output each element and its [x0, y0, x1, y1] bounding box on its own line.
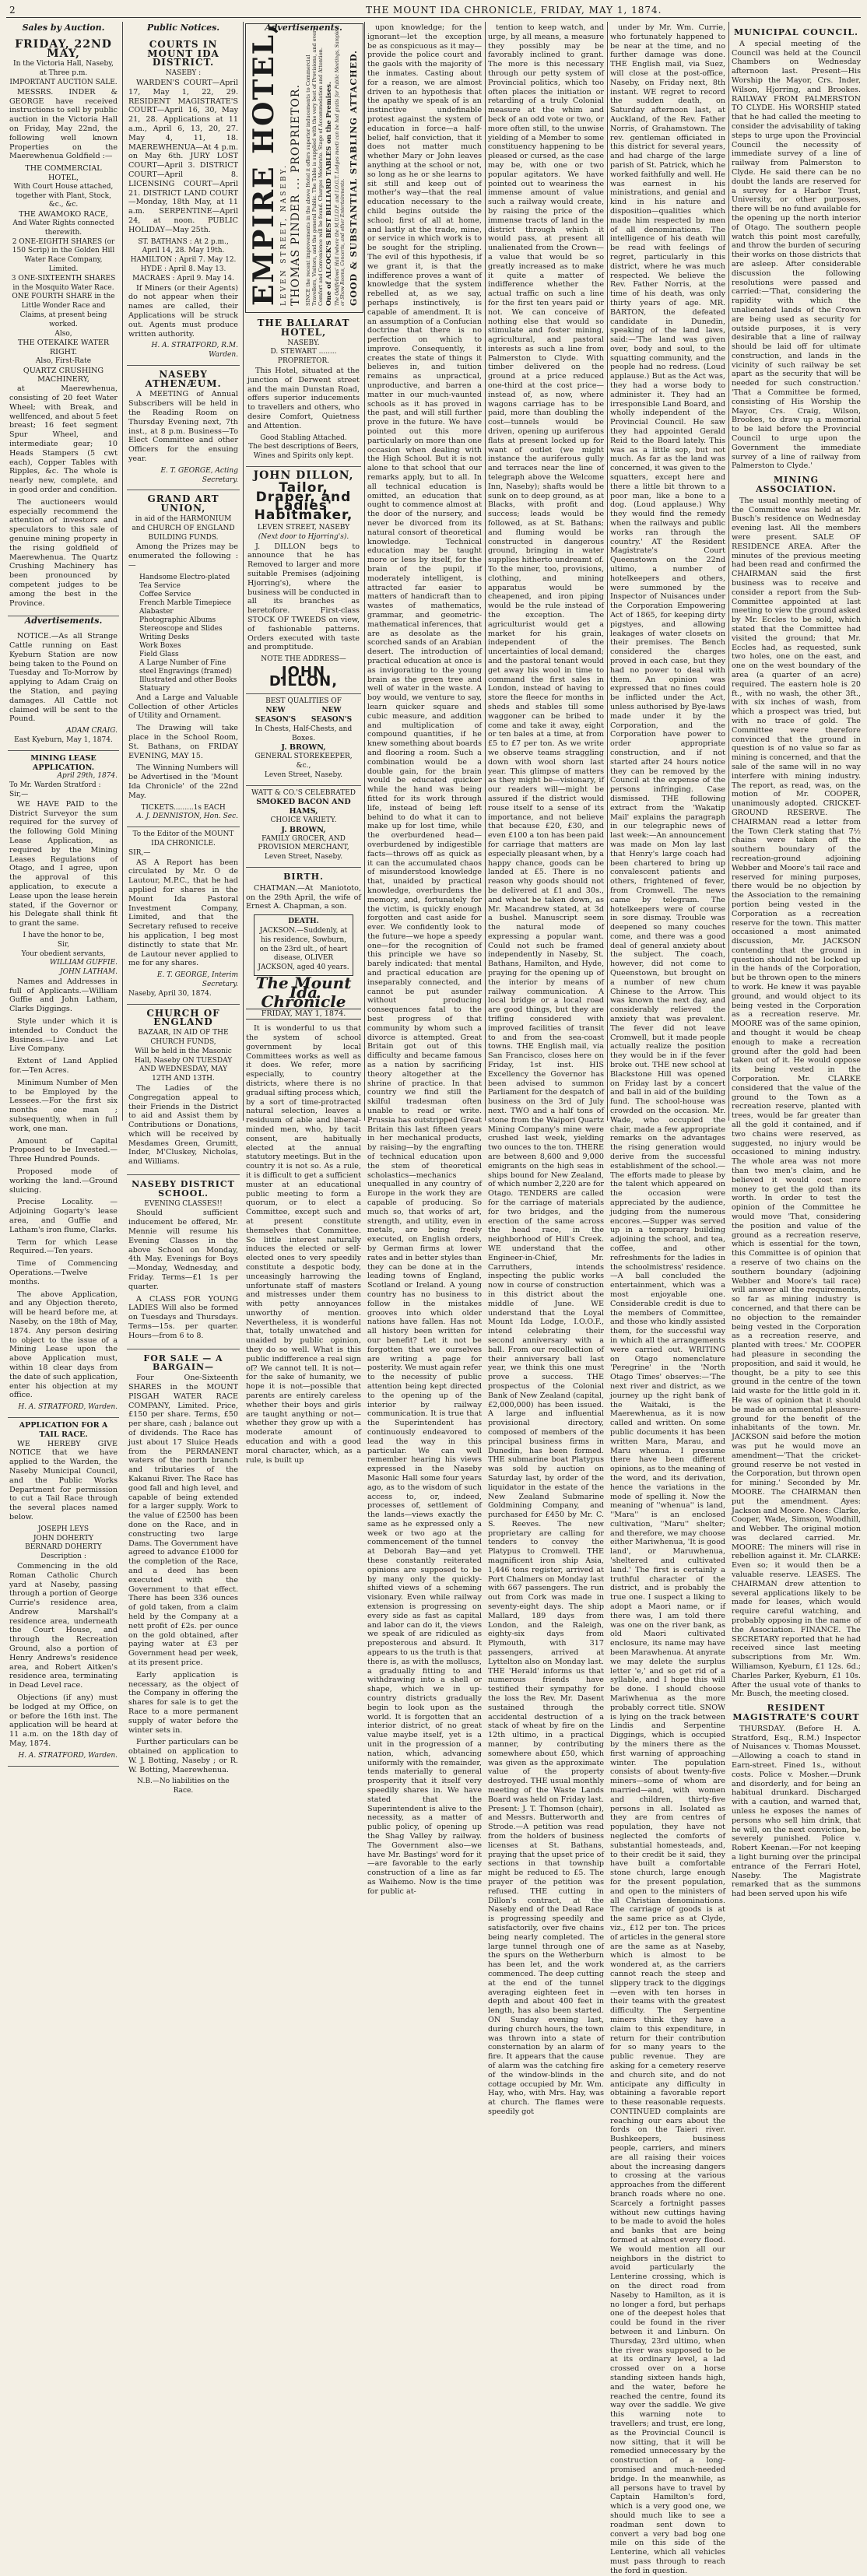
art-union-title: GRAND ART UNION, — [147, 493, 219, 514]
mining-lease-ad — [8, 751, 119, 1418]
column-auctions — [8, 23, 119, 1760]
auction-item: THE OTEKAIKE WATER RIGHT. — [17, 339, 110, 357]
mining-lease-detail: Time of Commencing Operations.—Twelve months. — [9, 1259, 118, 1286]
section-heading: Sales by Auction. — [22, 23, 105, 33]
court-heading: RESIDENT MAGISTRATE'S COURT — [732, 1703, 860, 1723]
dillon-note: NOTE THE ADDRESS— — [261, 655, 346, 664]
empire-hotel-street: LEVEN STREET, NASEBY. — [280, 163, 288, 306]
watt-trade: FAMILY GROCER, AND PROVISION MERCHANT, Leven Street, Naseby. — [258, 834, 349, 862]
auction-item-detail: at Maerewhenua, consisting of 20 feet Water Wheel; with Break, and wellfenced, and about 5 feet breast; 16 feet segment Spur Wheel, and intermediate gear; 10 Heads Stampers (5 cwt each), Copper Tables with Ripples, &c. The whole is nearly new, complete, and in good order and condition. — [9, 384, 118, 495]
auction-item-detail: With Court House attached, together with Plant, Stock, &c., &c. — [13, 182, 114, 209]
art-union-more: And a Large and Valuable Collection of other Articles of Utility and Ornament. — [128, 693, 238, 721]
prize-item: Stereoscope and Slides — [139, 624, 223, 633]
watt-subtitle: SMOKED BACON AND HAMS, — [256, 798, 351, 816]
tail-race-applicant: JOSEPH LEYS — [37, 1525, 90, 1533]
school-ladies: A CLASS FOR YOUNG LADIES Will also be formed on Tuesdays and Thursdays. Terms—15s. per quarter. Hours—from 6 to 8. — [128, 1294, 238, 1340]
birth-notice: CHATMAN.—At Maniototo, on the 29th April, the wife of Ernest A. Chapman, a son. — [246, 883, 361, 911]
prize-list — [128, 574, 238, 693]
prize-item: Handsome Electro-plated Tea Service — [139, 573, 230, 590]
page-number: 2 — [9, 5, 16, 16]
art-union-subtitle: in aid of the HARMONIUM and CHURCH OF ENGLAND BUILDING FUNDS. — [132, 515, 235, 542]
brown-trade: GENERAL STOREKEEPER, &c., — [254, 753, 353, 770]
prize-item: Photographic Albums — [139, 616, 216, 624]
art-union-note: The Winning Numbers will be Advertised in the 'Mount Ida Chronicle' of the 22nd May. — [128, 763, 238, 800]
dillon-name: JOHN DILLON, — [253, 469, 354, 482]
bazaar-when: Will be held in the Masonic Hall, Naseby ON TUESDAY AND WEDNESDAY, MAY 12TH AND 13TH. — [134, 1047, 233, 1083]
bazaar-body: The Ladies of the Congregation appeal to their Friends in the District to aid and Assist them by Contributions or Donations, which will be received by Mesdames Green, Grumitt, Inder, M'Cluskey, Nicholas, and Williams. — [128, 1083, 238, 1167]
school-body: Should sufficient inducement be offered, Mr. Mennie will resume his Evening Classes in the above School on Monday, 4th May. Evenings for Boys—Monday, Wednesday, and Friday. Terms—£1 1s per quarter. — [128, 1209, 238, 1291]
mining-lease-to: To Mr. Warden Stratford : — [9, 781, 101, 790]
prize-item: Work Boxes — [139, 641, 181, 650]
teas-season-row — [247, 707, 360, 725]
brown-teas-ad — [246, 694, 361, 785]
letter-salutation: SIR,— — [128, 848, 151, 857]
tail-race-applicant: BERNARD DOHERTY — [25, 1543, 102, 1552]
watt-title: WATT & CO.'S CELEBRATED — [251, 788, 356, 797]
prize-item: Writing Desks — [139, 633, 190, 641]
ballarat-hotel-ad — [246, 314, 361, 467]
tail-race-warden: H. A. STRATFORD, Warden. — [18, 1751, 118, 1760]
auction-notice: IMPORTANT AUCTION SALE. — [9, 78, 118, 86]
mining-lease-title: MINING LEASE APPLICATION. — [30, 753, 97, 772]
death-notice-box — [254, 914, 353, 976]
auction-place: In the Victoria Hall, Naseby, at Three p.m. — [13, 60, 114, 78]
column-council-reports — [732, 23, 861, 1899]
letter-to-editor — [127, 827, 240, 1004]
prize-item: French Marble Timepiece — [139, 598, 232, 607]
mining-lease-detail: Proposed mode of working the land.—Ground sluicing. — [9, 1167, 118, 1195]
athenaeum-title: NASEBY ATHENÆUM. — [145, 368, 222, 389]
tail-race-description: Commencing in the old Roman Catholic Church yard at Naseby, passing through a portion of George Currie's residence area, Andrew Marshall's residence area, underneath the Court House, and through the Recreation Ground, also a portion of Henry Andrews's residence area, and Robert Aitken's residence area, terminating in Dead Level race. — [9, 1561, 118, 1690]
column-rule — [728, 22, 729, 1121]
art-union-body: Among the Prizes may be enumerated the following :— — [128, 542, 238, 570]
council-heading: MUNICIPAL COUNCIL. — [734, 27, 858, 37]
column-rule — [243, 22, 244, 1121]
section-heading: Advertisements. — [265, 23, 342, 33]
auction-item: 2 ONE-EIGHTH SHARES (or 150 Scrip) in the Golden Hill Water Race Company, Limited. — [12, 237, 115, 273]
newspaper-title: THE MOUNT IDA CHRONICLE, FRIDAY, MAY 1, 1874. — [366, 5, 662, 16]
ballarat-proprietor: D. STEWART ........ PROPRIETOR. — [270, 348, 337, 366]
sale-further: Further particulars can be obtained on application to W. J. Botting, Naseby ; or R. W. Botting, Maerewhenua. — [128, 1738, 238, 1774]
brown-street: Leven Street, Naseby. — [264, 770, 343, 779]
school-title: NASEBY DISTRICT SCHOOL. — [132, 1179, 235, 1199]
mining-lease-salutation: Sir,— — [9, 790, 29, 798]
top-rule — [6, 17, 861, 18]
athenaeum-body: A MEETING of Annual Subscribers will be held in the Reading Room on Thursday Evening next, 7th inst., at 8 p.m. Business—To Elect Committee and other Officers for the ensuing year. — [128, 390, 238, 464]
dillon-body: J. DILLON begs to announce that he has Removed to larger and more suitable Premises (adjoining Hjorring's), where the business will be conducted in all its branches as heretofore. First-class STOCK OF TWEEDS on view, of fashionable patterns. Orders executed with taste and promptitude. — [247, 542, 360, 652]
courts-st-bathans: ST. BATHANS : At 2 p.m., April 14, 28. May 19th. — [138, 237, 229, 255]
courts-hamilton: HAMILTON : April 7. May 12. — [130, 256, 237, 265]
cattle-signature: ADAM CRAIG. — [66, 727, 118, 735]
mining-association-report: The usual monthly meeting of the Committee was held at Mr. Busch's residence on Wednesday evening last. All the members were present. SALE OF RESIDENCE AREA. After the minutes of the previous meeting had been read and confirmed the CHAIRMAN said the first business was to receive and consider a report from the Sub-Committee appointed at last meeting to view the ground asked by Mr. Eccles to be sold, which stated that the Committee had visited the ground; that Mr. Eccles had, as requested, sunk two holes, one on the east, and one on the west boundary of the area (a quarter of an acre) required. The eastern hole is 20 ft., with no wash, the other 3ft., with six inches of wash, from which a prospect was tried, but with no trace of gold. The Committee were therefore convinced that the ground in question is of no value so far as mining is concerned, and that the sale of the same will in no way interfere with mining industry. The report, as read, was, on the motion of Mr. COOPER, unanimously adopted. CRICKET-GROUND RESERVE. The CHAIRMAN read a letter from the Town Clerk stating that 7½ chains were taken off the southern boundary of the recreation-ground adjoining Webber and Moore's tail race and reserved for mining purposes, there would be no objection by the Association to the remaining portion being vested in the Corporation as a recreation reserve for the town. This matter occasioned a most animated discussion, Mr. JACKSON contending that the ground in question should not be locked up in the hands of the Corporation, but be thrown open to the miners to work. He knew it was payable ground, and would object to its being vested in the Corporation as a recreation reserve. Mr. MOORE was of the same opinion, and thought it would be cheap enough to make a recreation ground after the gold had been taken out of it. He would oppose its being vested in the Corporation. Mr. CLARKE considered that the value of the ground to the Town as a recreation reserve, planted with trees, would be far greater than all the gold it contained, and if two chains were reserved, as suggested, no injury would be occasioned to mining industry. The whole area was not more than two men's claim, and he believed it would cost more money to get the gold than its worth. In order to test the opinion of the Committee he would move 'That, considering the position and value of the ground as a recreation reserve, which is essential for the town, this Committee is of opinion that a reserve of two chains on the southern boundary (adjoining Webber and Moore's tail race) will answer all the requirements, so far as mining industry is concerned, and that there can be no objection to the remainder being vested in the Corporation as a recreation reserve, and planted with trees.' Mr. COOPER had pleasure in seconding the proposition, and said it would, he thought, be a pity to see this ground in the centre of the town laid waste for the little gold in it. He was of opinion that it should be made an ornamental pleasure-ground for the benefit of the inhabitants of the town. Mr. JACKSON said before the motion was put he would move an amendment—'That the cricket-ground reserve be not vested in the Corporation, but thrown open for mining.' Seconded by Mr. MOORE. The CHAIRMAN then put the amendment. Ayes: Jackson and Moore. Noes: Clarke, Cooper, Wade, Simson, Woodhill, and Webber. The original motion was declared carried. Mr. MOORE: The miners will rise in rebellion against it. Mr. CLARKE: Even so; it would then be a valuable reserve. LEASES. The CHAIRMAN drew attention to several applications likely to be made for leases, which would require careful watching, and probably opposing in the name of the Association. FINANCE. The SECRETARY reported that he had received since last meeting subscriptions from Mr. Wm. Williamson, Kyeburn, £1 12s. 6d.; Charles Parker, Kyeburn, £1 10s. After the usual vote of thanks to Mr. Busch, the meeting closed. — [732, 496, 861, 1699]
editorial-continued-text: upon knowledge; for the ignorant—let the exception be as conspicuous as it may—provide the police court and the gaols with the majority of the inmates. Casting about for a reason, we are almost driven to an hypothesis that the apathy we speak of is an instinctive undefinable protest against the system of education in force—a half-belief, half conviction, that it does not matter much whether Mary or John leaves anything at the school or not, so long as he or she learns to sit still and keep out of mother's way—that the real education necessary to the child begins outside the school; first of all at home, and lastly at the trade, mine, or service in which work is to be sought for the stripling. The evil of this hypothesis, if we grant it, is that the indifference proves a want of knowledge that the system rebelled at, as we say, perhaps instinctively, is capable of amendment. It is an assumption of a Confucian doctrine that there is no perfection on which to improve. Consequently, it creates the state of things it believes in, and tuition remains as unpractical, unproductive, and barren a matter in our much-vaunted schools as it has proved in the past, and will still further prove in the future. We have pointed out this more particularly on more than one occasion when dealing with the High School. But it is not alone to that school that our remarks apply, but to all. In all technical education is omitted, an education that ought to commence almost at the door of the nursery, and never be divorced from its natural consort of theoretical knowledge. Technical education may be taught more or less by itself, for the brain of the pupil, if moderately intelligent, is attracted far easier to matters of handicraft than to wastes of mathematics, grammar, and geometric-mathematical inferences, that are as desolate as the scorched sands of an Arabian desert. The introduction of practical education at once is as invigorating to the young brain as the green tree and well of water in the waste. A boy would, we venture to say, learn quicker square and cubic measure, and addition and multiplication of compound quantities, if he knew something about boards and flooring a room. Such a combination would be a double gain, for the brain would be educated quicker while the hand was being fitted for its work through life, instead of being left behind to do what it can to make up for lost time, while the overburdened head—overburdened by indigestible facts—throws off as quick as it can the accumulated chaos of misunderstood knowledge that, unaided by practical knowledge, overburdens the memory, and, fortunately for the victim, is quickly enough forgotten and cast aside for ever. We confidently look to the future—we hope a speedy one—for the recognition of this principle we have so barely indicated: that mental and practical education are inseparably connected, and cannot be put asunder without producing consequences fatal to the best progress of that community by whom such a divorce is attempted. Great Britain got out of this difficulty and became famous as a nation by sacrificing theory altogether at the shrine of practice. In that country we find still the skilful tradesman often unable to read or write. Prussia has outstripped Great Britain this last fifteen years in her mechanical products, by raising—by the engrafting of technical education upon the stem of theoretical scholastics—mechanics unequalled in any country of Europe in the work they are capable of producing. So much so, that works of art, strength, and utility, even in metals, are being freely executed, on English orders, by German firms at lower rates and in better styles than they can be done at in the leading towns of England, Scotland or Ireland. A young country has no business to follow in the mistakes grooves into which older nations have fallen. Has not all history been written for our benefit? Let it not be forgotten that we ourselves are writing a page for posterity. We must again refer to the necessity of public attention being kept directed to the opening up of the interior by railway communication. It is true that the Superintendent has continuously endeavored to lead the way in this particular. We can well remember hearing his views expressed in the Naseby Masonic Hall some four years ago, as to the wisdom of such access to, or, indeed, processes of, settlement of the lands—views exactly the same as he expressed only a week or two ago at the commencement of the tunnel at Deborah Bay—and yet these constantly reiterated opinions are supposed to be by many only the quickly-shifted views of a scheming visionary. Even while railway extension is progressing on every side as fast as capital and labor can do it, the views we speak of are ridiculed as preposterous and absurd. It appears to us the truth is that there is, as with the molluscs, a gradually fitting to and withdrawing into a shell or shape, which we in up-country districts gradually begin to look upon as the world. It is forgotten that an interior district, of no great value maybe itself, yet is a unit in the progression of a nation, which, advancing uniformly with the remainder, tends materially to general prosperity that it itself very speedily shares in. We have stated that the Superintendent is alive to the necessity, as a matter of public policy, of opening up the Shag Valley by railway. The Government also—we have Mr. Bastings' word for it—are favorable to the early construction of a line as far as Waihemo. Now is the time for public at- — [367, 23, 482, 1896]
empire-hotel-description: SINCE the recent improvements in the above Hotel it offers superior inducements to Commercial Travellers, Visitors, and the general Public. The Table is supplied with the very best of Provisions, and every Comfort and Convenience will be found. Charges Moderate. Stage of Accommodation and Attention. — [305, 27, 324, 306]
prize-item: Coffee Service — [139, 590, 191, 598]
athenaeum-signature: E. T. GEORGE, Acting Secretary. — [160, 466, 238, 484]
prize-item: Illustrated and other Books — [139, 676, 237, 684]
column-public-notices — [127, 23, 240, 1795]
mining-lease-closing: Your obedient servants, — [21, 949, 106, 958]
dillon-street: LEVEN STREET, NASEBY — [257, 523, 350, 532]
dateline: FRIDAY, MAY 1, 1874. — [246, 1009, 361, 1020]
sale-early: Early application is necessary, as the object of the Company in offering the shares for sale is to get the Race to a more permanent supply of water before the winter sets in. — [128, 1670, 238, 1735]
mining-lease-detail: Names and Addresses in full of Applicants.—William Guffie and John Latham, Clarks Diggings. — [9, 977, 118, 1014]
auction-also: Also, First-Rate — [35, 356, 92, 365]
courts-title: COURTS IN MOUNT IDA DISTRICT. — [147, 38, 219, 68]
section-heading: Public Notices. — [146, 23, 220, 33]
mining-lease-detail: Style under which it is intended to Conduct the Business.—Live and Let Live Company. — [9, 1017, 118, 1054]
auction-item: THE AWAMOKO RACE, — [19, 210, 108, 219]
auction-also: Also, — [54, 329, 72, 338]
bazaar-subtitle: BAZAAR, IN AID OF THE CHURCH FUNDS, — [138, 1029, 229, 1046]
ballarat-town: NASEBY. — [287, 339, 320, 347]
mining-lease-detail: Precise Locality. — Adjoining Gogarty's lease area, and Guffie and Latham's iron flume, Clarks. — [9, 1198, 118, 1234]
auction-body: MESSRS. INDER & GEORGE have received instructions to sell by public auction in the Victoria Hall on Friday, May 22nd, the following well known Properties on the Maerewhenua Goldfield :— — [9, 87, 118, 161]
court-report: THURSDAY. (Before H. A. Stratford, Esq., R.M.) Inspector of Nuisances v. Thomas Mousset.—Allowing a coach to stand in Earn-street. Fined 1s., without costs. Police v. Mosher.—Drunk and disorderly, and for being an habitual drunkard. Discharged with a caution, and warned that, unless he exposes the names of persons who sell him drink, that he will, on the next conviction, be severely punished. Police v. Robert Keenan.—For not keeping a light burning over the principal entrance of the Ferrari Hotel, Naseby. The Magistrate remarked that as the summons had been served upon his wife — [732, 1724, 861, 1899]
tail-race-title: APPLICATION FOR A TAIL RACE. — [19, 1420, 108, 1439]
sale-nb: N.B.—No liabilities on the Race. — [137, 1778, 230, 1795]
dillon-next-door: (Next door to Hjorring's). — [258, 532, 349, 541]
empire-hotel-title: EMPIRE HOTEL, — [247, 22, 280, 306]
teas-best-qualities: BEST QUALITIES OF — [265, 697, 342, 706]
courts-notice — [127, 36, 240, 366]
section-heading: Advertisements. — [24, 616, 103, 626]
teas-chests: In Chests, Half-Chests, and Boxes. — [254, 725, 353, 742]
school-ad — [127, 1175, 240, 1349]
letter-date: Naseby, April 30, 1874. — [128, 989, 212, 998]
courts-note: If Miners (or their Agents) do not appear when their names are called, their Applications will be struck out. Agents must produce written authority. — [128, 283, 238, 339]
auction-item: ONE FOURTH SHARE in the Little Wonder Race and Claims, at present being worked. — [12, 293, 115, 328]
art-union-tickets: TICKETS.........1s EACH — [141, 803, 226, 812]
courts-macraes: MACRAES : April 9. May 14. — [132, 274, 234, 283]
empire-hotel-stabling: GOOD & SUBSTANTIAL STABLING ATTACHED. — [349, 50, 359, 306]
courts-hyde: HYDE : April 8. May 13. — [140, 265, 226, 273]
column-advertisements-lower — [246, 314, 361, 1465]
auction-item: QUARTZ CRUSHING MACHINERY, — [23, 366, 104, 384]
tail-race-description-heading: Description : — [40, 1553, 86, 1561]
school-subtitle: EVENING CLASSES!! — [144, 1199, 223, 1208]
letter-body: AS A Report has been circulated by Mr. O de Lautour, M.P.C., that he had applied for shares in the Mount Ida Pastoral Investment Company, Limited, and that the Secretary refused to receive his application, I beg most distinctly to state that Mr. de Lautour never applied to me for any shares. — [128, 858, 238, 968]
cattle-body: NOTICE.—As all Strange Cattle running on East Kyeburn Station are now being taken to the Pound on Tuesday and To-Morrow by applying to Adam Craig on the Station, and paying damages. All Cattle not claimed will be sent to the Pound. — [9, 632, 118, 724]
mining-lease-hearing: The above Application, and any Objection thereto, will be heard before me, at Naseby, on the 18th of May, 1874. Any person desiring to object to the issue of a Mining Lease upon the above Application must, within 18 clear days from the date of such application, enter his objection at my office. — [9, 1290, 118, 1400]
mining-lease-detail: Extent of Land Applied for.—Ten Acres. — [9, 1057, 118, 1076]
art-union-ad — [127, 490, 240, 827]
prize-item: Statuary — [139, 684, 170, 693]
ballarat-title: THE BALLARAT HOTEL, — [257, 318, 350, 338]
mining-lease-applicant: JOHN LATHAM. — [60, 968, 118, 977]
bazaar-ad — [127, 1005, 240, 1176]
auction-close: The auctioneers would especially recommend the attention of investors and speculators to this sale of genuine mining property in the rising goldfield of Maerewhenua. The Quartz Crushing Machinery has been pronounced by competent judges to be among the best in the Province. — [9, 497, 118, 608]
ballarat-beer: The best descriptions of Beers, Wines and Spirits only kept. — [248, 443, 359, 461]
empire-hotel-proprietor: THOMAS PINDER ... PROPRIETOR. — [290, 84, 302, 306]
empire-hotel-billiard: One of ALCOCK'S BEST BILLIARD TABLES on the Premises. — [325, 82, 333, 306]
watt-name: J. BROWN, — [281, 825, 326, 834]
mining-lease-detail: Amount of Capital Proposed to be Invested.—Three Hundred Pounds. — [9, 1136, 118, 1164]
auction-date: FRIDAY, 22ND MAY, — [15, 37, 112, 60]
art-union-signature: A. J. DENNISTON, Hon. Sec. — [136, 812, 238, 821]
courts-naseby: NASEBY : — [165, 69, 202, 78]
bazaar-title: CHURCH OF ENGLAND — [146, 1007, 220, 1028]
mining-lease-detail: Term for which Lease Required.—Ten years. — [9, 1237, 118, 1256]
council-report: A special meeting of the Council was held at the Council Chambers on Wednesday afternoon last. Present—His Worship the Mayor, Crs. Inder, Wilson, Hjorring, and Brookes. RAILWAY FROM PALMERSTON TO CLYDE. His WORSHIP stated that he had called the meeting to consider the advisability of taking steps to urge upon the Provincial Council the necessity of immediate survey of a line of railway from Palmerston to Clyde. He said there can be no doubt the lands are reserved for a survey for a Harbor Trust, University, or other purposes, there will be no fund available for the opening up the north interior of Otago. The southern people watch this point most carefully, and throw the burden of securing their works on those districts that are asleep. After considerable discussion the following resolutions were passed and carried:—'That, considering the rapidity with which the unalienated lands of the Crown are being used as security for outside purposes, it is very desirable that a line of railway should be laid off for ultimate construction, and lands in the vicinity of such railway be set apart as the security that will be needed for such construction.' 'That a Committee be formed, consisting of His Worship the Mayor, Crs. Craig, Wilson, Brookes, to draw up a memorial to be laid before the Provincial Council to urge upon the Government the immediate survey of a line of railway from Palmerston to Clyde.' — [732, 39, 861, 471]
teas-season-right: NEW SEASON'S — [311, 707, 353, 725]
mining-lease-date: April 29th, 1874. — [57, 772, 118, 781]
ballarat-body: This Hotel, situated at the junction of Derwent street and the main Dunstan Road, offers superior inducements to travellers and others, who desire Comfort, Quietness and Attention. — [247, 366, 360, 430]
teas-season-left: NEW SEASON'S — [254, 707, 297, 725]
prize-item: Alabaster — [139, 607, 174, 616]
mining-lease-warden: H. A. STRATFORD, Warden. — [18, 1403, 118, 1412]
prize-item: Field Glass — [139, 650, 179, 658]
mining-lease-detail: Minimum Number of Men to be Employed by the Lessees.—For the first six months one man ; subsequently, when in full work, one man. — [9, 1078, 118, 1133]
editorial-text: It is wonderful to us that the system of school government by local Committees works as well as it does. We refer, more especially, to country districts, where there is no gradual sifting process which, by a sort of time-protracted natural selection, leaves a residuum of able and liberal-minded men, who, by tacit consent, are habitually elected at the annual statutory meetings. But in the country it is not so. As a rule, it is difficult to get a sufficient muster at an educational public meeting to form a quorum, or to elect a Committee, except such and at present constitute themselves that Committee. So little interest naturally induces the elected or self-elected ones to very speedily constitute a despotic body, unceasingly harrowing the unfortunate staff of masters and mistresses under them with petty annoyances unworthy of mention. Nevertheless, it is wonderful that, totally unwatched and unaided by public opinion, they do so well. What is this public indifference a real sign of? We cannot tell. It is not—for the sake of humanity, we hope it is not—possible that parents are entirely careless whether their boys and girls are taught anything or not—whether they grow up with a moderate amount of education and with a good moral character, which, as a rule, is built up — [246, 1024, 361, 1465]
courts-body: WARDEN'S COURT—April 17, May 1, 22, 29. RESIDENT MAGISTRATE'S COURT—April 16, 30, May 21, 28. Applications at 11 a.m., April 6, 13, 20, 27. May 4, 11, 18. MAEREWHENUA—At 4 p.m. on May 6th. JURY LOST COURT—April 3. DISTRICT COURT—April 8. LICENSING COURT—April 21. DISTRICT LAND COURT—Monday, 18th May, at 11 a.m. SERPENTINE—April 24, at noon. PUBLIC HOLIDAY—May 25th. — [128, 78, 238, 234]
column-local-news-continued — [610, 23, 725, 2575]
empire-hotel-hall: The Oddfellows' Hall (where the M.U.I.O.F. and I.O.G.T. Lodges meet) can be had gratis for Public Meetings, Sample or Show Rooms, Concerts, and other Entertainments. — [335, 30, 346, 306]
auction-item: 3 ONE-SIXTEENTH SHARES in the Mosquito Water Race. — [11, 274, 116, 292]
local-news-continued-text: under by Mr. Wm. Currie, who fortunately happened to be near at the time, and no further damage was done. THE English mail, via Suez, will close at the post-office, Naseby, on Friday next, 8th instant. WE regret to record the sudden death, on Saturday afternoon last, at Auckland, of the Rev. Father Norris, of Grahamstown. The rev. gentleman officiated in this district for several years, and had charge of the large parish of St. Patrick, which he worked faithfully and well. He was earnest in his ministrations, and genial and kind in his nature and disposition—qualities which made him respected by men of all denominations. The intelligence of his death will be read with feelings of regret, particularly in this district, where he was much respected. We believe the Rev. Father Norris, at the time of his death, was only thirty years of age. MR. BARTON, the defeated candidate in Dunedin, speaking of the land laws, said:—'The land was given over, body and soul, to the squatting community, and the people had no redress. (Loud applause.) But as the Act was, they had a worse body to administer it. They had an irresponsible Land Board, and wholly independent of the Provincial Council. He saw they had appointed Gerald Reid to the Board lately. This was as a little sop, but not much. As far as the land was concerned, it was given to the squatters, except here and there a little bit thrown to a poor man, like a bone to a dog. (Loud applause.) Why they would find the remedy when the railways and public works ran through the country.' AT the Resident Magistrate's Court Queenstown on the 22nd ultimo, a number of hotelkeepers and others, were summoned by the Inspector of Nuisances under the Corporation Empowering Act of 1865, for keeping dirty pigstyes, and allowing leakages of water closets on their premises. The Bench considered the charges proved in each case, but they had no power to deal with them. An opinion was expressed that no fines could be inflicted under the Act, unless authorised by Bye-laws made under it by the Corporation, and the Corporation have power to order appropriate construction, and if not started after 24 hours notice they can be removed by the Council at the expense of the persons infringing. Case dismissed. THE following extract from the 'Wakatip Mail' explains the paragraph in our telegraphic news of last week:—An announcement was made on Mon lay last that Henry's large coach had been chartered to bring up convalescent patients and others, frightened of fever, from Cromwell. The news came by telegram. The hotelkeepers were of course in sore dismay. Trouble was deepened so many couches come, and there was a good deal of general anxiety about the subject. The coach, however, did not come to Queenstown, but brought on a number of new chum Chinese to the Arrow. This was known the next day, and considerably relieved the anxiety that was prevalent. The fever did not leave Cromwell, but it made people actually realize the position they would be in if the fever broke out. THE new school at Blackstone Hill was opened on Friday last by a concert and ball in aid of the building fund. The school-house was crowded on the occasion. Mr. Wade, who occupied the chair, made a few appropriate remarks on the advantages the rising generation would derive from the successful establishment of the school.—The efforts made to please by the talent which appeared on the occasion were appreciated by the audience, judging from the numerous encores.—Supper was served up in a temporary building adjoining the school, and tea, coffee, and other refreshments for the ladies in the schoolmistress' residence.—A ball concluded the entertainment, which was a most enjoyable one. Considerable credit is due to the members of Committee, and those who kindly assisted them, for the successful way in which all the arrangements were carried out. WRITING on Otago nomenclature 'Peregrine' in the 'North Otago Times' observes:—'The next river and district, as we journey up the right bank of the Waitaki, is the Maerewhenua, as it is now called and written. On some public documents it has been written Mara, Marau, and Maru whenua. I presume there have been different opinions, as to the meaning of the word, and its derivation, hence the variations in the mode of spelling it. Now the meaning of ''whenua'' is land, ''Mara'' is an enclosed cultivation, ''Maru'' shelter; and therefore, we may choose either Mariwhenua, 'It is good land', or Maruwhenua, 'sheltered and cultivated land.' The first is certainly a truthful character of the district, and is probably the true one. I suspect a liking to adopt a Maori name, or if there was, I am told there was one on the river bank, as old Maori cultivated enclosure, its name may have been Marawhenua. At anyrate we may delete the surplus letter 'e,' and so get rid of a syllable, and I hope this will be done. I should choose Mariwhenua as the more probably correct title. SNOW is lying on the track between Lindis and Serpentine Diggings, which is occupied by the miners there as the first warning of approaching winter. The population consists of about twenty-five miners—some of whom are married—and, with women and children, thirty-five persons in all. Isolated as they are from centres of population, they have not neglected the comforts of substantial homesteads, and, to their credit be it said, they have built a comfortable stone church, large enough for the present population, and open to the ministers of all Christian denominations. The carriage of goods is at the same price as at Clyde, viz., £12 per ton. The prices of articles in the general store are the same as at Naseby, which is almost to be wondered at, as the carriers cannot reach the steep and slippery track to the diggings—even with ten horses in their teams with the greatest difficulty. The Serpentine miners think they have a claim to this expenditure, in return for their contribution for so many years to the public revenue. They are asking for a cemetery reserve and church site, and do not anticipate any difficulty in obtaining a favorable report to these reasonable requests. CONTINUED complaints are reaching our ears about the fords on the Taieri river. Bushkeepers, business people, carriers, and miners are all raising their voices about the increasing dangers to crossing at the various approaches from the different branch roads where no one. Scarcely a fortnight passes without new cuttings having to be made to avoid the holes and banks that are being formed at almost every flood. We would mention all our neighbors in the district to avoid particularly the Lenterine crossing, which is on the direct road from Naseby to Hamilton, as it is no longer a ford, but perhaps one of the deepest holes that could be found in the river between it and Linburn. On Thursday, 23rd ultimo, when the river was supposed to be at its ordinary level, a lad crossed over on a horse standing sixteen hands high, and the water, before he reached the centre, found its way over the saddle. We give this warning note to travellers; and trust, ere long, as the Provincial Council is now sitting, that it will be remedied unnecessary by the construction of a long-promised and much-needed bridge. In the meanwhile, as all persons have to travel by Captain Hamilton's ford, which is a very good one, we should much like to see a roadman sent down to convert a very bad bog one mile on this side of the Lenterine, which all vehicles must pass through to reach the ford in question. — [610, 23, 725, 2575]
tail-race-applicant: JOHN DOHERTY — [33, 1534, 94, 1542]
birth-heading: BIRTH. — [283, 872, 324, 883]
newspaper-nameplate: The Mount Ida Chronicle — [255, 974, 352, 1011]
mining-lease-closing: Sir, — [57, 940, 70, 949]
tail-race-ad — [8, 1418, 119, 1767]
column-rule — [122, 22, 123, 1121]
dillon-name-large: JOHN DILLON, — [269, 663, 339, 690]
letter-signature: E. T. GEORGE, Interim Secretary. — [156, 971, 238, 988]
cattle-date: East Kyeburn, May 1, 1874. — [14, 735, 113, 744]
prize-item: A Large Number of Fine steel Engravings (framed) — [139, 658, 233, 676]
tail-race-body: WE HEREBY GIVE NOTICE that we have applied to the Warden, the Naseby Municipal Council, and the Public Works Department for permission to cut a Tail Race through the several places named below. — [9, 1439, 118, 1521]
brown-name: J. BROWN, — [281, 743, 326, 753]
sale-title: FOR SALE — A BARGAIN— — [143, 1353, 223, 1373]
empire-hotel-ad — [245, 23, 363, 313]
courts-signature: H. A. STRATFORD, R.M. Warden. — [151, 342, 238, 360]
column-editorial-continued — [367, 23, 482, 1896]
shares-for-sale-ad — [127, 1349, 240, 1801]
death-heading: DEATH. — [288, 918, 319, 926]
watt-bacon-ad — [246, 786, 361, 868]
sale-body: Four One-Sixteenth SHARES in the MOUNT PISGAH WATER RACE COMPANY, Limited. Price, £150 per share. Terms, £50 per share, cash ; balance out of dividends. The Race has just about 17 Sluice Heads from the PERMANENT waters of the north branch and tributaries of the Kakanui River. The Race has good fall and high level, and capable of being extended for a larger supply. Work to the value of £2500 has been done on the Race, and in constructing two large Dams. The Government have agreed to advance £1000 for the completion of the Race, and a deed has been executed with the Government to that effect. There has been 336 ounces of gold taken, from a claim held by the Company at a nett profit of £2s. per ounce on the gold obtained, after paying water at £3 per Government head per week, at its present price. — [128, 1374, 238, 1667]
death-notice: JACKSON.—Suddenly, at his residence, Sowburn, on the 23rd ult., of heart disease, OLIVER JACKSON, aged 40 years. — [258, 927, 349, 972]
art-union-drawing: The Drawing will take place in the School Room, St. Bathans, on FRIDAY EVENING, MAY 15. — [128, 724, 238, 760]
mining-association-heading: MINING ASSOCIATION. — [756, 475, 837, 495]
ballarat-stabling: Good Stabling Attached. — [260, 433, 347, 442]
column-rule — [485, 22, 486, 1121]
column-local-news — [488, 23, 604, 2116]
auction-ad — [8, 36, 119, 617]
local-news-text: tention to keep watch, and urge, by all means, a measure they possibly may be favorably inclined to grant. The more is this necessary through our petty system of Provincial politics, which too often places the initiation or retarding of a truly Colonial measure at the whim and beck of an odd vote or two, or more often still, to the unwise yielding of a Member to some constituency happening to be pleased or cursed, as the case may be, with one or two popular agitators. We have pointed out to weariness the immense amount of value such a railway would create, by raising the price of the immense tracts of land in the district through which it would pass, at present all unalienated from the Crown—a value that would be so greatly increased as to make it quite a matter of indifference whether the actual traffic on such a line for the first ten years paid or not. We can conceive of nothing else that would so stimulate and foster mining, agricultural, and pastoral interests as such a line from Palmerston to Clyde. With timber delivered on the ground at a price reduced one-third at the cost price—instead of, as now, where wagons carriage has to be paid, more than doubling the cost—tunnels would be driven, opening up auriferous flats at present locked up for want of outlet (we might instance the auriferous gully and terraces near the line of telegraph above the Welcome Inn, Naseby); shafts would be sunk on to deep ground, as at Blacks, with profit and success; leads would be followed, as at St. Bathans; and fluming would be constructed in dangerous ground, bringing in water supplies hitherto undreamt of. To the miner, too, provisions, clothing, and mining apparatus would be cheapened, and iron piping would be the rule instead of the exception. The agriculturist would get a market for his grain, independent of the uncertainties of local demand; and the pastoral tenant would get away his wool in time to command the first sales in London, instead of having to store the fleece for months in sheds and stables till some waggoner can be bribed to come and take it away, eight or ten bales at a time, at from £5 to £7 per ton. As we write we observe teams straggling down with wool shorn last year. This glimpse of matters as they might be—visionary, if our readers will—might be assured if the district would rouse itself to a sense of its importance, and not believe that because £20, £30, and even £100 a ton has been paid for carriage that matters are especially pleasant when, by a happy chance, goods can be landed at £5. There is no reason why goods should not be delivered at £1 and 30s., and wheat be taken down, as Mr. Macandrew stated, at 3d a bushel. Manuscript seem the natural mode of expressing a popular want. Could not such be framed independently in Naseby, St. Bathans, Hamilton, and Hyde, praying for the opening up of the interior by means of railway communication. A local bridge or a local road are good things, but they are trifling considered with improved facilities of transit to and from the sea-coast towns. THE English mail, via San Francisco, closes here on Friday, 1st inst. HIS Excellency the Governor has been advised to summon Parliament for the despatch of business on the 3rd of July next. TWO and a half tons of stone from the Waipori Quartz Mining Company's mine were crushed last week, yielding two ounces to the ton. THERE are between 8,600 and 9,000 emigrants on the high seas in ships bound for New Zealand, of which number 2,220 are for Otago. TENDERS are called for the carriage of materials for two bridges, and the erection of the same across the head race, in the neighborhood of Hill's Creek. WE understand that the Engineer-in-Chief, Mr. Carruthers, intends inspecting the public works now in course of construction in this district about the middle of June. WE understand that the Loyal Mount Ida Lodge, I.O.O.F., intend celebrating their second anniversary with a ball. From our recollection of their anniversary ball last year, we think this one must prove a success. THE prospectus of the Colonial Bank of New Zealand (capital, £2,000,000) has been issued. A large and influential provisional directory, composed of members of the principal business firms in Dunedin, has been formed. THE submarine boat Platypus was sold by auction on Saturday last, by order of the liquidator in the estate of the New Zealand Submarine Goldmining Company, and purchased for £450 by Mr. C. S. Reeves. The new proprietary are calling for tenders to convey the Platypus to Cromwell. THE magnificent iron ship Asia, 1,446 tons register, arrived at Port Chalmers on Monday last with 667 passengers. The run out from Cork was made in seventy-eight days. The ship Mallard, 189 days from London, and the Raleigh, eighty-six days from Plymouth, with 317 passengers, arrived at Lyttelton also on Monday last. THE 'Herald' informs us that numerous friends have testified their sympathy for the loss the Rev. Mr. Dasent sustained through the accidental destruction of a stack of wheat by fire on the 12th ultimo, in a practical manner, by contributing somewhere about £50, which was given as the approximate value of the property destroyed. THE usual monthly meeting of the Waste Lands Board was held on Friday last. Present: J. T. Thomson (chair), and Messrs. Butterworth and Strode.—A petition was read from the holders of business licenses at St. Bathans, praying that the upset price of sections in that township might be reduced to £5. The prayer of the petition was refused. THE cutting in Dillon's contract, at the Naseby end of the Dead Race is progressing speedily and satisfactorily, over five chains being nearly completed. The large tunnel through one of the spurs on the Wetherburn has been let, and the work commenced. The deep cutting at the end of the tunnel averaging eighteen feet in depth and about 400 feet in length, has also been started. ON Sunday evening last, during church hours, the town was thrown into a state of consternation by an alarm of fire. It appears that the cause of alarm was the catching fire of the window-blinds in the cottage occupied by Mr. Wm. Hay, who, with Mrs. Hay, was at church. The flames were speedily got — [488, 23, 604, 2116]
mining-lease-applicant: WILLIAM GUFFIE. — [49, 959, 118, 967]
watt-choice: CHOICE VARIETY. — [270, 816, 337, 825]
auction-item: THE COMMERCIAL HOTEL, — [25, 164, 102, 182]
tail-race-objections: Objections (if any) must be lodged at my Office, on or before the 16th inst. The application will be heard at 11 a.m. on the 18th day of May, 1874. — [9, 1693, 118, 1749]
auction-item-detail: And Water Rights connected therewith. — [12, 219, 114, 237]
letter-address: To the Editor of the MOUNT IDA CHRONICLE. — [132, 830, 234, 848]
column-rule — [364, 22, 365, 1121]
mining-lease-body: WE HAVE PAID to the District Surveyor the sum required for the survey of the following Gold Mining Lease Application, as required by the Mining Leases Regulations of Otago, and I agree, upon the approval of this application, to execute a Lease upon the lease herein stated, if the Governor or his Delegate shall think fit to grant the same. — [9, 799, 118, 928]
athenaeum-notice — [127, 366, 240, 491]
mining-lease-closing: I have the honor to be, — [23, 931, 104, 939]
cattle-notice — [8, 629, 119, 751]
dillon-trade: Tailor, Draper, and Ladies' Habitmaker, — [254, 479, 353, 524]
column-rule — [607, 22, 608, 1121]
dillon-ad — [246, 467, 361, 695]
